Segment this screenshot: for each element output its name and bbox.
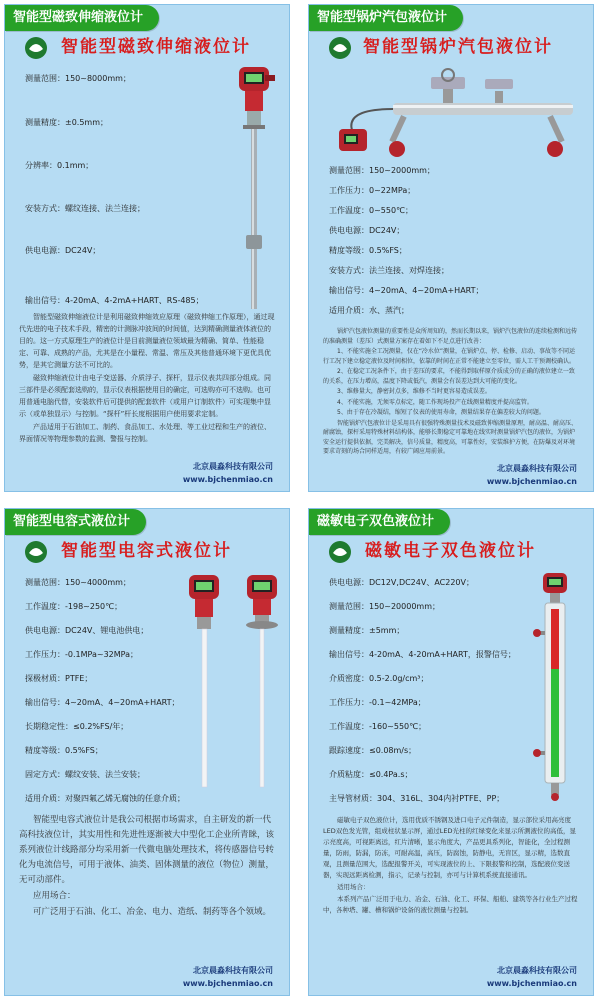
spec-probe-material: 探极材质：PTFE； xyxy=(25,674,93,683)
desc-paragraph: 本系列产品广泛用于电力、冶金、石油、化工、环保、船舶、建筑等各行业生产过程中，各种塔、罐、槽和锅炉设备的液位测量与控制。 xyxy=(323,895,578,914)
spec-pressure: 工作压力：-0.1MPa~32MPa； xyxy=(25,650,139,659)
desc-paragraph: 产品适用于石油加工、制药、食品加工、水处理、等工业过程和生产的液位、界面情况等物理参数的监测、警报与控制。 xyxy=(19,423,271,443)
spec-install: 安装方式：法兰连接、对焊连接； xyxy=(329,266,449,275)
panel-tag: 磁敏电子双色液位计 xyxy=(309,509,450,535)
panel-card xyxy=(308,4,594,492)
company-website: www.bjchenmiao.cn xyxy=(182,979,273,988)
spec-output: 输出信号：4~20mA、4~20mA+HART； xyxy=(329,286,484,295)
spec-pressure: 工作压力：0~22MPa； xyxy=(329,186,416,195)
company-name: 北京晨淼科技有限公司 xyxy=(193,966,273,975)
product-title: 智能型电容式液位计 xyxy=(61,541,232,561)
spec-output: 输出信号：4~20mA、4~20mA+HART； xyxy=(25,698,180,707)
product-description xyxy=(323,815,579,917)
panel-boiler-drum xyxy=(304,0,598,496)
panel-card xyxy=(308,508,594,996)
company-logo-icon xyxy=(327,35,353,61)
spec-tracking-speed: 跟踪速度：≤0.08m/s； xyxy=(329,746,417,755)
spec-install: 安装方式：螺纹连接、法兰连接； xyxy=(25,204,145,213)
spec-range: 测量范围：150~8000mm； xyxy=(25,74,131,83)
spec-medium: 适用介质：水、蒸汽； xyxy=(329,306,409,315)
desc-paragraph: 4、不能实施，无须零点标定，随工作现场投产在线测量精度并提高监管。 xyxy=(337,398,533,406)
desc-paragraph: 适用场合： xyxy=(337,883,370,891)
spec-range: 测量范围：150~4000mm； xyxy=(25,578,131,587)
spec-stability: 长期稳定性：≤0.2%FS/年； xyxy=(25,722,129,731)
spec-accuracy: 精度等级：0.5%FS； xyxy=(25,746,103,755)
panel-tag: 智能型磁致伸缩液位计 xyxy=(5,5,159,31)
spec-resolution: 分辨率：0.1mm； xyxy=(25,161,94,170)
company-website: www.bjchenmiao.cn xyxy=(182,475,273,484)
spec-medium: 适用介质：对聚四氟乙烯无腐蚀的任意介质； xyxy=(25,794,185,803)
spec-output: 输出信号：4-20mA、4-20mA+HART，报警信号； xyxy=(329,650,516,659)
desc-paragraph: 智能型电容式液位计是我公司根据市场需求，自主研发的新一代高科技液位计，其实用性和先进性逐渐被大中型化工企业所青睐，该系列液位计线路部分均采用新一代微电脑处理技术，将传感器信号转化为电流信号，可用于液体、油类、固体测量的液位（物位）测量，无可动部件。 xyxy=(19,815,275,885)
spec-temperature: 工作温度：-160~550℃； xyxy=(329,722,427,731)
desc-paragraph: 磁敏电子双色液位计，选用优质不锈钢及进口电子元件制造，显示部位采用高亮度LED双色发光管，组成柱状显示屏，通过LED光柱的红绿变化来显示所测液位的高低，显示亮度高，可视距离远，红片清晰，显示角度大，产品更具系列化，智能化，全过程测量，防雨，防漏，防冻，可耐高温，高压，防腐蚀，防静电，无盲区，显示精，选数直观，且测量范围大，选配报警开关，可实现液位的上、下限报警和控制，选配液位变送器，实现远距离检测，指示，记录与控制，亦可与计算机系统直接通讯。 xyxy=(323,816,576,879)
company-logo-icon xyxy=(327,539,353,565)
spec-density: 介质密度：0.5-2.0g/cm³； xyxy=(329,674,429,683)
company-logo-icon xyxy=(23,35,49,61)
panel-capacitive xyxy=(0,504,294,1000)
company-logo-icon xyxy=(23,539,49,565)
product-description xyxy=(323,327,579,458)
magnetostrictive-transmitter-image xyxy=(227,65,283,313)
company-name: 北京晨淼科技有限公司 xyxy=(497,966,577,975)
capacitive-transmitter-image xyxy=(183,571,287,791)
desc-paragraph: 2、在稳定工况条件下，由于差压的要求，不能得到取样原介质成分的正确的液位建立一致的关系，在压力增高，温度下降或低汽，测量会有误差达到大可能的变化。 xyxy=(323,368,575,385)
product-title: 磁敏电子双色液位计 xyxy=(365,541,536,561)
company-name: 北京晨淼科技有限公司 xyxy=(497,464,577,473)
panel-magnetostrictive xyxy=(0,0,294,496)
spec-range: 测量范围：150~2000mm； xyxy=(329,166,435,175)
spec-accuracy: 测量精度：±5mm； xyxy=(329,626,405,635)
product-title: 智能型磁致伸缩液位计 xyxy=(61,37,251,57)
bicolor-level-gauge-image xyxy=(531,571,581,801)
product-description xyxy=(19,311,275,446)
product-title: 智能型锅炉汽包液位计 xyxy=(363,37,553,57)
desc-paragraph: 可广泛用于石油、化工、冶金、电力、造纸、制药等各个领域。 xyxy=(33,907,272,917)
spec-temperature: 工作温度：-198~250℃； xyxy=(25,602,123,611)
spec-output: 输出信号：4-20mA、4-2mA+HART、RS-485； xyxy=(25,296,204,305)
spec-tube-material: 主导管材质：304、316L、304内衬PTFE、PP； xyxy=(329,794,505,803)
spec-power: 供电电源：DC24V、锂电池供电； xyxy=(25,626,149,635)
desc-paragraph: 磁致伸缩液位计由电子变送器、介质浮子、探杆，显示仪表共四部分组成。同三部件是必须配套选购的，显示仪表根据使用目的确定，可选购亦可不选购。也可用普通电脑代替，安装软件后可提供的配套软件（或用户订制软件）可实现集中显示（或单独显示）与控制。“探杆”杆长度根据用户使用要求定制。 xyxy=(19,374,271,418)
spec-install: 固定方式：螺纹安装、法兰安装； xyxy=(25,770,145,779)
panel-card xyxy=(4,508,290,996)
desc-paragraph: 智能锅炉汽包液位计是采用具有很强特殊测量技术及磁致伸缩测量原理，耐高温、耐高压、耐腐蚀，探杆采用特殊材料结构体，能够长期稳定可靠地在线实时测量锅炉汽包的液位，为锅炉安全运行提供依据，完美解决，信号质量，精度高，可靠性好，安装维护方便，在防爆及对环境要求苛刻的场合同样适用，有较广阔应用前景。 xyxy=(323,419,578,455)
panel-tag: 智能型电容式液位计 xyxy=(5,509,146,535)
boiler-drum-gauge-image xyxy=(323,63,585,163)
spec-accuracy: 测量精度：±0.5mm； xyxy=(25,118,109,127)
desc-paragraph: 3、维修量大，静密封点多，维修不当时更容易造成误差。 xyxy=(337,388,491,395)
spec-viscosity: 介质粘度：≤0.4Pa.s； xyxy=(329,770,413,779)
desc-paragraph: 应用场合： xyxy=(33,891,76,901)
spec-power: 供电电源：DC24V； xyxy=(25,246,101,255)
spec-range: 测量范围：150~20000mm； xyxy=(329,602,441,611)
spec-accuracy: 精度等级：0.5%FS； xyxy=(329,246,407,255)
company-website: www.bjchenmiao.cn xyxy=(486,979,577,988)
desc-paragraph: 锅炉汽包液位测量的重要性是众所周知的，然而长期以来，锅炉汽包液位的连续检测和远传的准确测量（差压）式测量方案存在着如下不足点进行改善： xyxy=(323,328,578,345)
desc-paragraph: 1、不能实施全工况测量，仅在“冷水位”测量，在锅炉点、停、检修、启动、事故等不同运行工况下建立稳定液位及时间相位，依靠的时间在正常不能建立至零位，需人工干预调校确认。 xyxy=(323,348,576,365)
product-description xyxy=(19,813,275,921)
spec-power: 供电电源：DC12V,DC24V、AC220V； xyxy=(329,578,474,587)
panel-tag: 智能型锅炉汽包液位计 xyxy=(309,5,463,31)
spec-power: 供电电源：DC24V； xyxy=(329,226,405,235)
company-name: 北京晨淼科技有限公司 xyxy=(193,462,273,471)
company-website: www.bjchenmiao.cn xyxy=(486,477,577,486)
spec-temperature: 工作温度：0~550℃； xyxy=(329,206,414,215)
spec-pressure: 工作压力：-0.1~42MPa； xyxy=(329,698,426,707)
panel-card xyxy=(4,4,290,492)
desc-paragraph: 5、由于存在冷凝结，缩短了仪表的使用寿命，测量结果存在偏差较大的问题。 xyxy=(337,409,545,416)
panel-bicolor xyxy=(304,504,598,1000)
desc-paragraph: 智能型磁致伸缩液位计是利用磁致伸缩效应原理（磁致伸缩工作原理），通过现代先进的电子技术手段，精密的计测脉冲波间的时间值，达到精确测量液体液位的目的。这一方式原理生产的液位计是目前测量液位领域最为精确、简单、性能稳定、可靠、成熟的产品，尤其是在小量程、常温、常压及其他普通环境下更优具优势，是其它测量方法不可比的。 xyxy=(19,313,275,369)
